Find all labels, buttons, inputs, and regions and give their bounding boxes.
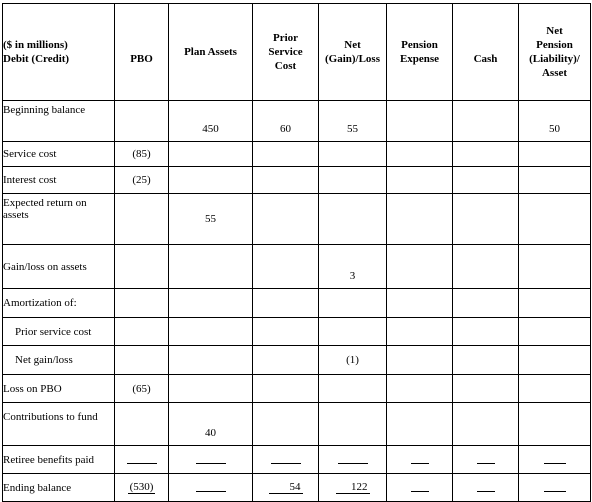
cell-value (169, 245, 253, 289)
cell-value (387, 375, 453, 403)
cell-value (253, 318, 319, 346)
header-np-line3: (Liability)/ (529, 53, 580, 65)
header-psc-line1: Prior (272, 32, 299, 44)
cell-value (169, 346, 253, 375)
blank-line (453, 474, 519, 502)
row-label: Gain/loss on assets (3, 245, 115, 289)
table-row (3, 474, 591, 502)
cell-value (387, 289, 453, 318)
row-label: Interest cost (3, 167, 115, 194)
header-ngl-line1: Net (344, 39, 361, 51)
cell-value (319, 142, 387, 167)
table-row (3, 346, 591, 375)
cell-value (115, 403, 169, 446)
blank-line (453, 446, 519, 474)
cell-value: 55 (319, 101, 387, 142)
header-np-line2: Pension (536, 39, 573, 51)
cell-value: 60 (253, 101, 319, 142)
cell-value (115, 346, 169, 375)
header-cash (453, 4, 519, 101)
cell-value (115, 245, 169, 289)
cell-value (115, 318, 169, 346)
blank-line (253, 446, 319, 474)
cell-value (519, 167, 591, 194)
cell-value (387, 194, 453, 245)
blank-line (319, 446, 387, 474)
header-psc-line2: Service (268, 46, 303, 58)
cell-value (253, 375, 319, 403)
blank-line (115, 446, 169, 474)
header-pe-line1: Pension (401, 39, 438, 51)
cell-value (253, 403, 319, 446)
header-debit-credit-line: Debit (Credit) (3, 53, 70, 65)
cell-value (319, 403, 387, 446)
cell-value (319, 474, 387, 502)
cell-value: 40 (169, 403, 253, 446)
cell-value (169, 375, 253, 403)
cell-value (453, 346, 519, 375)
table-row (3, 194, 591, 245)
row-label: Expected return on assets (3, 194, 115, 245)
cell-value (253, 245, 319, 289)
blank-line (169, 446, 253, 474)
header-prior-service-cost (253, 4, 319, 101)
row-label: Ending balance (3, 474, 115, 502)
cell-value (453, 375, 519, 403)
cell-value (453, 101, 519, 142)
blank-line (519, 474, 591, 502)
blank-line (387, 474, 453, 502)
ending-psc: 54 (269, 481, 303, 494)
cell-value (169, 142, 253, 167)
row-label: Contributions to fund (3, 403, 115, 446)
header-amounts-line: ($ in millions) (3, 39, 68, 51)
cell-value (387, 346, 453, 375)
cell-value (519, 142, 591, 167)
cell-value (253, 346, 319, 375)
table-row (3, 245, 591, 289)
cell-value: (25) (115, 167, 169, 194)
header-ngl-line2: (Gain)/Loss (324, 53, 380, 65)
row-label: Service cost (3, 142, 115, 167)
table-row (3, 142, 591, 167)
cell-value (519, 318, 591, 346)
pension-worksheet-table (2, 3, 591, 502)
header-pension-expense (387, 4, 453, 101)
cell-value (453, 318, 519, 346)
cell-value: (65) (115, 375, 169, 403)
cell-value (519, 375, 591, 403)
table-row (3, 403, 591, 446)
cell-value (387, 245, 453, 289)
cell-value (319, 167, 387, 194)
cell-value (253, 167, 319, 194)
cell-value (519, 289, 591, 318)
cell-value (253, 142, 319, 167)
ending-pbo: (530) (129, 481, 154, 493)
row-label: Prior service cost (3, 318, 115, 346)
row-label: Retiree benefits paid (3, 446, 115, 474)
cell-value: (1) (319, 346, 387, 375)
header-pbo (115, 4, 169, 101)
header-net-pension-liability-asset (519, 4, 591, 101)
cell-value (453, 289, 519, 318)
header-np-line4: Asset (541, 67, 568, 79)
cell-value (115, 289, 169, 318)
cell-value (253, 194, 319, 245)
blank-line (387, 446, 453, 474)
table-row (3, 101, 591, 142)
cell-value (115, 101, 169, 142)
cell-value (519, 346, 591, 375)
header-cash-label: Cash (473, 53, 498, 65)
cell-value: 55 (169, 194, 253, 245)
header-psc-line3: Cost (274, 60, 297, 72)
cell-value: 450 (169, 101, 253, 142)
cell-value (519, 194, 591, 245)
row-label: Net gain/loss (3, 346, 115, 375)
ending-net-gain-loss: 122 (336, 481, 370, 494)
cell-value (519, 403, 591, 446)
cell-value (253, 474, 319, 502)
cell-value (387, 167, 453, 194)
blank-line (169, 474, 253, 502)
cell-value (115, 194, 169, 245)
header-amounts-debit-credit (3, 4, 115, 101)
header-pe-line2: Expense (399, 53, 440, 65)
cell-value (387, 101, 453, 142)
table-row (3, 289, 591, 318)
header-np-line1: Net (546, 25, 563, 37)
table-row (3, 446, 591, 474)
row-label: Loss on PBO (3, 375, 115, 403)
table-row (3, 318, 591, 346)
cell-value (319, 289, 387, 318)
header-row (3, 4, 591, 101)
cell-value (387, 403, 453, 446)
cell-value (453, 403, 519, 446)
blank-line (519, 446, 591, 474)
cell-value (453, 142, 519, 167)
row-label: Amortization of: (3, 289, 115, 318)
cell-value: (85) (115, 142, 169, 167)
cell-value (319, 318, 387, 346)
cell-value (169, 289, 253, 318)
row-label: Beginning balance (3, 101, 115, 142)
header-net-gain-loss (319, 4, 387, 101)
header-pbo-label: PBO (130, 53, 153, 65)
cell-value (319, 194, 387, 245)
cell-value (453, 194, 519, 245)
cell-value (169, 167, 253, 194)
table-row (3, 375, 591, 403)
cell-value (453, 245, 519, 289)
cell-value (115, 474, 169, 502)
table-row (3, 167, 591, 194)
cell-value (253, 289, 319, 318)
cell-value (319, 375, 387, 403)
cell-value: 3 (319, 245, 387, 289)
header-plan-assets-label: Plan Assets (184, 46, 237, 58)
cell-value (169, 318, 253, 346)
cell-value: 50 (519, 101, 591, 142)
cell-value (387, 318, 453, 346)
cell-value (453, 167, 519, 194)
header-plan-assets (169, 4, 253, 101)
cell-value (387, 142, 453, 167)
cell-value (519, 245, 591, 289)
